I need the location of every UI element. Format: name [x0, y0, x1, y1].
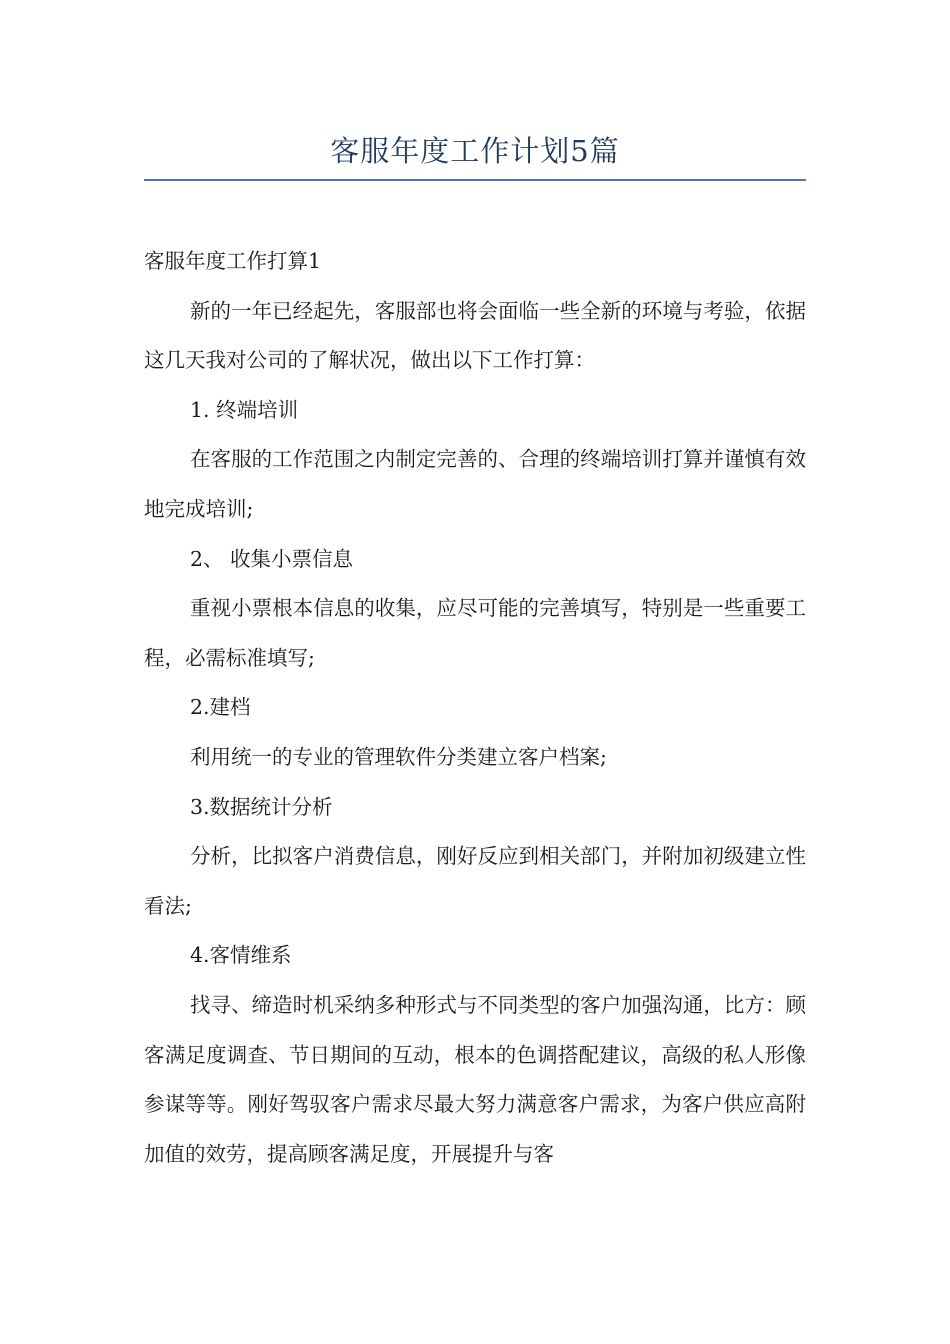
- paragraph: 找寻、缔造时机采纳多种形式与不同类型的客户加强沟通，比方：顾客满足度调查、节日期间的互动，根本的色调搭配建议，高级的私人形像参谋等等。刚好驾驭客户需求尽最大努力满意客户需求，为客户供应高附加值的效劳，提高顾客满足度，开展提升与客: [144, 992, 806, 1166]
- paragraph: 利用统一的专业的管理软件分类建立客户档案;: [190, 744, 607, 769]
- document-body: [144, 237, 806, 1179]
- paragraph: 在客服的工作范围之内制定完善的、合理的终端培训打算并谨慎有效地完成培训;: [144, 447, 806, 521]
- list-heading: 2、 收集小票信息: [190, 546, 354, 571]
- list-heading: 4.客情维系: [190, 943, 292, 968]
- document-title: 客服年度工作计划5篇: [330, 134, 620, 168]
- paragraph: 重视小票根本信息的收集，应尽可能的完善填写，特别是一些重要工程，必需标准填写;: [144, 596, 806, 670]
- list-heading: 3.数据统计分析: [190, 794, 333, 819]
- section-heading: 客服年度工作打算1: [144, 249, 322, 273]
- list-heading: 1. 终端培训: [190, 397, 299, 422]
- title-underline: [144, 179, 806, 181]
- paragraph: 新的一年已经起先，客服部也将会面临一些全新的环境与考验，依据这几天我对公司的了解状况，做出以下工作打算：: [144, 298, 806, 373]
- paragraph: 分析，比拟客户消费信息，刚好反应到相关部门，并附加初级建立性看法;: [144, 844, 806, 918]
- list-heading: 2.建档: [190, 695, 251, 720]
